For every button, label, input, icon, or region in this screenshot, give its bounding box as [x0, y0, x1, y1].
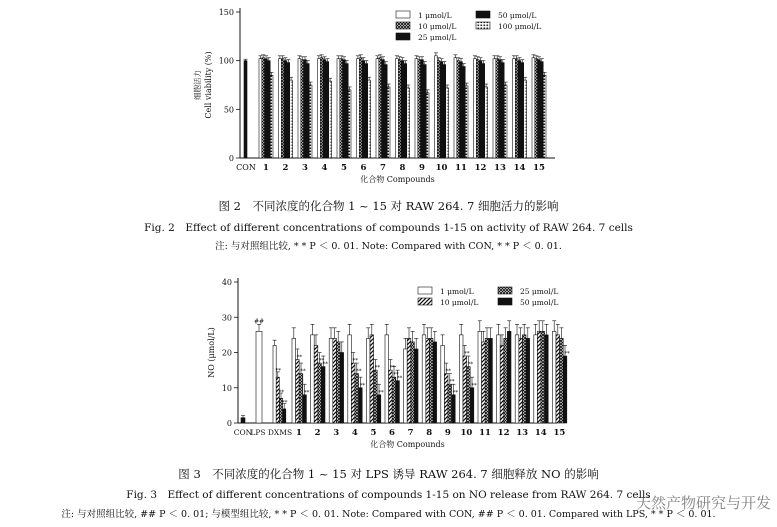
x-tick-label: 4 [321, 163, 328, 173]
bar-3-s2 [304, 60, 307, 158]
bar-8-s3 [404, 64, 407, 158]
x-tick-label: 3 [333, 428, 340, 438]
bar-12-s2 [479, 61, 482, 158]
significance-mark: ** [374, 365, 381, 372]
significance-mark: ** [281, 399, 288, 406]
chart-cell-viability [0, 0, 777, 184]
y-axis-label: Cell viability (%) [204, 51, 213, 119]
bar-7-s1 [407, 338, 411, 423]
bar-13-s2 [499, 60, 502, 158]
x-tick-label: 1 [296, 428, 302, 438]
x-tick-label: 15 [533, 163, 545, 173]
legend-swatch [476, 22, 490, 29]
bar-10-s1 [463, 356, 467, 423]
significance-mark: ** [464, 351, 470, 358]
bar-4-s4 [329, 81, 332, 158]
x-tick-label: 10 [460, 428, 473, 438]
significance-mark: ** [536, 68, 542, 76]
x-tick-label: 9 [419, 163, 425, 173]
y-axis-label: NO (μmol/L) [207, 327, 216, 378]
y-tick-label: 20 [221, 348, 232, 358]
bar-7-s2 [382, 60, 385, 158]
significance-mark: ** [458, 78, 464, 86]
bar-4-s0 [318, 59, 321, 158]
bar-7-s3 [384, 65, 387, 158]
legend-swatch [476, 11, 490, 18]
x-tick-label: 1 [263, 163, 269, 173]
significance-mark: ** [321, 74, 328, 82]
bar-12-s4 [485, 87, 488, 158]
significance-mark: ** [322, 361, 328, 368]
fig2-note: 注: 与对照组比较, * * P ＜ 0. 01. Note: Compared with CON, * * P ＜ 0. 01. [215, 241, 562, 252]
bar-6-s1 [389, 370, 393, 423]
legend-swatch [396, 11, 410, 18]
bar-6-s2 [392, 377, 396, 423]
x-tick-label: 14 [513, 163, 526, 173]
x-tick-label: 13 [494, 163, 506, 173]
significance-mark: ** [318, 358, 325, 365]
bar-3-s3 [340, 353, 344, 424]
bar-2-s3 [321, 367, 325, 423]
bar-5-s2 [374, 370, 378, 423]
bar-15-s3 [563, 356, 567, 423]
bar-14-s2 [541, 331, 545, 423]
bar-5-s4 [348, 90, 351, 158]
bar-12-s3 [507, 331, 511, 423]
bar-9-s2 [421, 60, 424, 158]
bar-1-s1 [296, 360, 300, 423]
bar-14-s0 [513, 59, 516, 158]
bar-4-s1 [351, 363, 355, 423]
x-axis-label: 化合物 Compounds [360, 175, 435, 184]
x-tick-label: 14 [534, 428, 547, 438]
bar-15-s3 [540, 62, 543, 158]
bar-13-s0 [515, 335, 519, 423]
bar-9-s2 [448, 384, 452, 423]
x-tick-label: DXMS [267, 428, 293, 437]
bar-4-s3 [359, 388, 363, 423]
bar-1-s2 [299, 374, 303, 423]
legend-swatch [418, 287, 432, 294]
bar-15-s0 [552, 331, 556, 423]
x-tick-label: 5 [341, 163, 347, 173]
y-tick-label: 100 [218, 56, 234, 66]
bar-11-s2 [485, 338, 489, 423]
bar-13-s3 [526, 338, 530, 423]
bar-3-s1 [301, 60, 304, 158]
bar-10-s2 [467, 367, 471, 423]
bar-9-s1 [418, 60, 421, 158]
x-tick-label: 7 [380, 163, 386, 173]
bar-9-s4 [426, 93, 429, 158]
bar-9-s3 [452, 395, 456, 423]
x-tick-label: 8 [426, 428, 433, 438]
significance-mark: ** [471, 382, 477, 389]
bar-3-s2 [336, 342, 340, 423]
bar-8-s1 [426, 338, 430, 423]
y-tick-label: 0 [228, 154, 234, 163]
y-tick-label: 30 [221, 313, 232, 323]
significance-mark: ** [275, 368, 281, 375]
bar-dxms-s1 [276, 377, 279, 423]
bar-10-s3 [443, 65, 446, 158]
bar-5-s2 [343, 60, 346, 158]
x-tick-label: 12 [497, 428, 510, 438]
significance-mark: ** [296, 354, 303, 361]
significance-mark: ** [359, 382, 366, 389]
significance-mark: ** [449, 379, 455, 386]
x-tick-label: 7 [407, 428, 414, 438]
significance-mark: ** [282, 73, 289, 81]
fig2-caption-en: Fig. 2 Effect of different concentrations of compounds 1-15 on activity of RAW 264. 7 cells [144, 222, 633, 234]
bar-4-s1 [320, 58, 323, 158]
bar-3-s0 [298, 59, 301, 158]
legend-label: 25 μmol/L [418, 33, 457, 42]
y-tick-label: 10 [221, 383, 232, 393]
bar-control [244, 61, 247, 158]
significance-mark: ** [263, 68, 269, 76]
significance-mark: ** [516, 73, 523, 81]
x-tick-label: 12 [474, 163, 487, 173]
bar-9-s3 [423, 65, 426, 158]
bar-11-s1 [482, 342, 486, 423]
significance-mark: ** [438, 80, 445, 88]
bar-2-s0 [279, 59, 282, 158]
bar-11-s0 [478, 331, 482, 423]
bar-1-s0 [292, 338, 296, 423]
bar-15-s4 [543, 75, 546, 158]
bar-8-s4 [407, 88, 410, 158]
bar-12-s3 [482, 64, 485, 158]
x-tick-label: 3 [302, 163, 308, 173]
bar-10-s0 [459, 335, 463, 423]
bar-5-s0 [337, 59, 340, 158]
bar-5-s3 [377, 395, 381, 423]
x-tick-label: 8 [399, 163, 406, 173]
x-tick-label: 2 [314, 428, 321, 438]
legend-label: 1 μmol/L [418, 11, 452, 20]
bar-8-s0 [396, 59, 399, 158]
bar-dxms-s3 [283, 409, 286, 423]
fig3-note: 注: 与对照组比较, ## P ＜ 0. 01; 与模型组比较, * * P ＜ 0. 01. Note: Compared with CON, ## P ＜ 0. 01. Compared with LPS, * * P ＜ 0. 01. [61, 509, 716, 520]
significance-mark: ** [419, 85, 425, 93]
bar-4-s2 [355, 374, 359, 423]
bar-2-s1 [314, 345, 318, 423]
fig3-caption-en: Fig. 3 Effect of different concentrations of compounds 1-15 on NO release from RAW 264. 7 cells [126, 489, 651, 501]
bar-5-s0 [366, 338, 370, 423]
bar-14-s3 [545, 335, 549, 423]
chart-no-release [0, 272, 777, 447]
legend-swatch [498, 287, 512, 294]
y-axis-label-cn: 细胞活力 [193, 70, 202, 100]
significance-mark: ** [302, 78, 308, 85]
x-tick-label: LPS [250, 428, 266, 437]
significance-mark: ** [445, 368, 451, 375]
bar-con [241, 418, 245, 423]
significance-mark: ** [399, 80, 406, 88]
bar-10-s1 [437, 61, 440, 158]
significance-mark: ** [396, 375, 403, 382]
significance-mark: ** [352, 358, 358, 365]
bar-1-s3 [303, 395, 307, 423]
legend-label: 1 μmol/L [440, 287, 474, 296]
bar-1-s0 [259, 59, 262, 158]
y-tick-label: 150 [218, 8, 234, 17]
x-tick-label: 11 [455, 163, 467, 173]
bar-7-s3 [414, 349, 418, 423]
x-axis-label: 化合物 Compounds [370, 440, 445, 449]
significance-mark: ** [389, 365, 396, 372]
x-tick-label: CON [236, 163, 256, 172]
bar-13-s1 [496, 59, 499, 158]
bar-7-s2 [411, 342, 415, 423]
bar-13-s3 [501, 63, 504, 158]
x-tick-label: 2 [282, 163, 289, 173]
bar-6-s0 [357, 59, 360, 158]
legend-label: 25 μmol/L [520, 287, 559, 296]
bar-8-s2 [401, 61, 404, 158]
bar-6-s4 [368, 80, 371, 158]
x-tick-label: 4 [351, 428, 358, 438]
bar-2-s0 [311, 335, 315, 423]
bar-5-s1 [340, 59, 343, 158]
x-tick-label: 9 [444, 428, 451, 438]
significance-mark: ** [278, 389, 285, 396]
bar-10-s0 [435, 56, 438, 158]
x-tick-label: CON [233, 428, 253, 437]
bar-11-s2 [460, 62, 463, 158]
bar-8-s2 [429, 338, 433, 423]
legend-label: 100 μmol/L [498, 22, 542, 31]
bar-12-s0 [497, 335, 501, 423]
legend-swatch [396, 33, 410, 40]
x-tick-label: 10 [435, 163, 448, 173]
legend-label: 50 μmol/L [520, 298, 559, 307]
bar-5-s3 [345, 64, 348, 158]
bar-11-s0 [454, 58, 457, 158]
bar-13-s0 [493, 59, 496, 158]
legend-label: 10 μmol/L [418, 22, 457, 31]
bar-6-s0 [385, 335, 389, 423]
bar-1-s4 [270, 75, 273, 158]
x-tick-label: 11 [479, 428, 491, 438]
significance-mark: ** [303, 389, 310, 396]
bar-9-s0 [441, 345, 445, 423]
bar-5-s1 [370, 335, 374, 423]
significance-mark: ** [564, 351, 570, 358]
bar-8-s0 [422, 335, 426, 423]
legend-swatch [396, 22, 410, 29]
bar-dxms-s0 [273, 345, 276, 423]
bar-10-s4 [446, 88, 449, 158]
x-tick-label: 13 [516, 428, 529, 438]
bar-7-s4 [387, 87, 390, 158]
significance-mark: ** [360, 73, 367, 81]
bar-14-s1 [537, 331, 541, 423]
significance-mark: ** [341, 82, 347, 90]
fig2-caption-cn: 图 2 不同浓度的化合物 1 ~ 15 对 RAW 264. 7 细胞活力的影响 [218, 199, 559, 213]
x-tick-label: 5 [370, 428, 377, 438]
x-tick-label: 15 [553, 428, 566, 438]
significance-mark: ** [300, 368, 306, 375]
significance-mark: ** [477, 79, 484, 87]
legend-label: 50 μmol/L [498, 11, 537, 20]
bar-13-s2 [522, 335, 526, 423]
fig3-caption-cn: 图 3 不同浓度的化合物 1 ~ 15 对 LPS 诱导 RAW 264. 7 细胞释放 NO 的影响 [178, 467, 599, 481]
significance-mark: ** [467, 361, 474, 368]
significance-mark: ** [356, 368, 362, 375]
bar-11-s1 [457, 61, 460, 158]
bar-10-s2 [440, 62, 443, 158]
bar-13-s1 [519, 338, 523, 423]
legend-swatch [498, 298, 512, 305]
significance-mark: ** [497, 78, 503, 85]
bar-9-s1 [444, 374, 448, 423]
bar-12-s0 [474, 59, 477, 158]
bar-10-s3 [470, 388, 474, 423]
bar-6-s3 [396, 381, 400, 423]
bar-12-s2 [504, 338, 508, 423]
bar-3-s4 [309, 85, 312, 158]
x-tick-label: 6 [389, 428, 395, 438]
y-tick-label: 0 [226, 419, 232, 428]
legend-swatch [418, 298, 432, 305]
bar-2-s4 [290, 80, 293, 158]
bar-14-s4 [524, 80, 527, 158]
bar-9-s0 [415, 59, 418, 158]
x-tick-label: 6 [360, 163, 367, 173]
legend-label: 10 μmol/L [440, 298, 479, 307]
bar-7-s0 [376, 59, 379, 158]
bar-7-s1 [379, 58, 382, 158]
bar-14-s0 [534, 335, 538, 423]
y-tick-label: 40 [221, 278, 232, 287]
bar-11-s3 [489, 338, 493, 423]
bar-8-s1 [398, 60, 401, 158]
watermark: 天然产物研究与开发 [635, 494, 771, 512]
bar-11-s4 [465, 86, 468, 158]
bar-lps [256, 331, 262, 423]
significance-mark: ## [253, 318, 265, 326]
significance-mark: ** [378, 389, 384, 396]
bar-4-s0 [348, 335, 352, 423]
significance-mark: ** [393, 372, 399, 379]
significance-mark: ** [380, 79, 386, 87]
bar-2-s2 [318, 363, 322, 423]
bar-15-s2 [560, 338, 564, 423]
bar-15-s0 [532, 58, 535, 158]
bar-8-s3 [433, 342, 437, 423]
y-tick-label: 50 [223, 105, 234, 115]
bar-3-s1 [333, 338, 337, 423]
bar-13-s4 [504, 85, 507, 158]
bar-12-s1 [476, 60, 479, 158]
bar-12-s1 [500, 345, 504, 423]
bar-3-s0 [329, 338, 333, 423]
bar-15-s1 [556, 335, 560, 423]
bar-7-s0 [404, 349, 408, 423]
significance-mark: ** [452, 389, 459, 396]
